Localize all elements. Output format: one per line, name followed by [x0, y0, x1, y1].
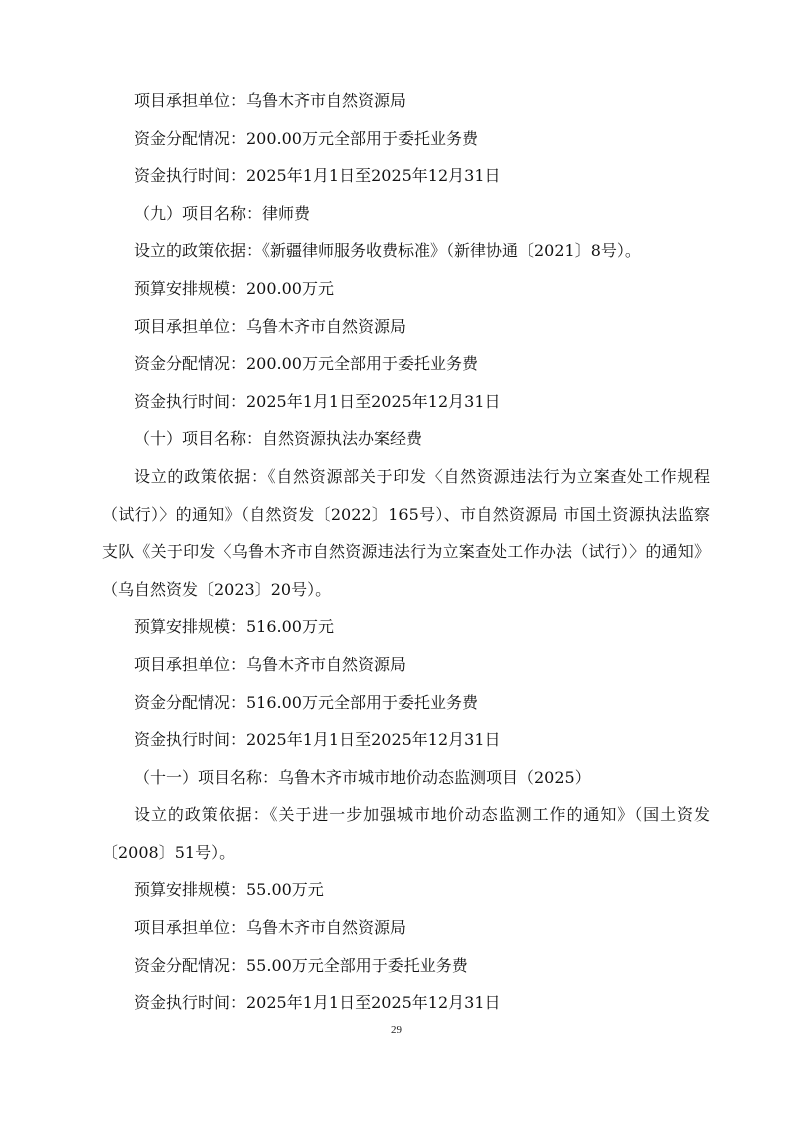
- document-body: [102, 82, 710, 1022]
- schedule-paragraph: 资金执行时间：2025年1月1日至2025年12月31日: [134, 166, 501, 186]
- allocation-paragraph: 资金分配情况：200.00万元全部用于委托业务费: [134, 128, 478, 148]
- project-heading-10: （十）项目名称：自然资源执法办案经费: [134, 429, 423, 449]
- unit-paragraph: 项目承担单位：乌鲁木齐市自然资源局: [134, 918, 407, 938]
- budget-paragraph: 预算安排规模：55.00万元: [134, 880, 324, 900]
- allocation-paragraph: 资金分配情况：516.00万元全部用于委托业务费: [134, 692, 478, 712]
- policy-basis-paragraph: 设立的政策依据：《自然资源部关于印发〈自然资源违法行为立案查处工作规程（试行）〉的通知》（自然资发〔2022〕165号）、市自然资源局 市国土资源执法监察支队《关于印发〈乌鲁木齐市自然资源违法行为立案查处工作办法（试行）〉的通知》（乌自然资发〔2023〕20号）。: [102, 466, 710, 599]
- schedule-paragraph: 资金执行时间：2025年1月1日至2025年12月31日: [134, 993, 501, 1013]
- project-heading-9: （九）项目名称：律师费: [134, 203, 311, 223]
- policy-basis-paragraph: 设立的政策依据：《新疆律师服务收费标准》（新律协通〔2021〕8号）。: [134, 241, 641, 261]
- schedule-paragraph: 资金执行时间：2025年1月1日至2025年12月31日: [134, 391, 501, 411]
- unit-paragraph: 项目承担单位：乌鲁木齐市自然资源局: [134, 316, 407, 336]
- page-number: 29: [391, 1024, 402, 1036]
- project-heading-11: （十一）项目名称：乌鲁木齐市城市地价动态监测项目（2025）: [134, 767, 591, 787]
- schedule-paragraph: 资金执行时间：2025年1月1日至2025年12月31日: [134, 730, 501, 750]
- unit-paragraph: 项目承担单位：乌鲁木齐市自然资源局: [134, 654, 407, 674]
- budget-paragraph: 预算安排规模：200.00万元: [134, 278, 334, 298]
- policy-basis-paragraph: 设立的政策依据：《关于进一步加强城市地价动态监测工作的通知》（国土资发〔2008〕51号）。: [102, 805, 710, 862]
- allocation-paragraph: 资金分配情况：200.00万元全部用于委托业务费: [134, 354, 478, 374]
- allocation-paragraph: 资金分配情况：55.00万元全部用于委托业务费: [134, 955, 468, 975]
- unit-paragraph: 项目承担单位：乌鲁木齐市自然资源局: [134, 91, 407, 110]
- budget-paragraph: 预算安排规模：516.00万元: [134, 617, 334, 637]
